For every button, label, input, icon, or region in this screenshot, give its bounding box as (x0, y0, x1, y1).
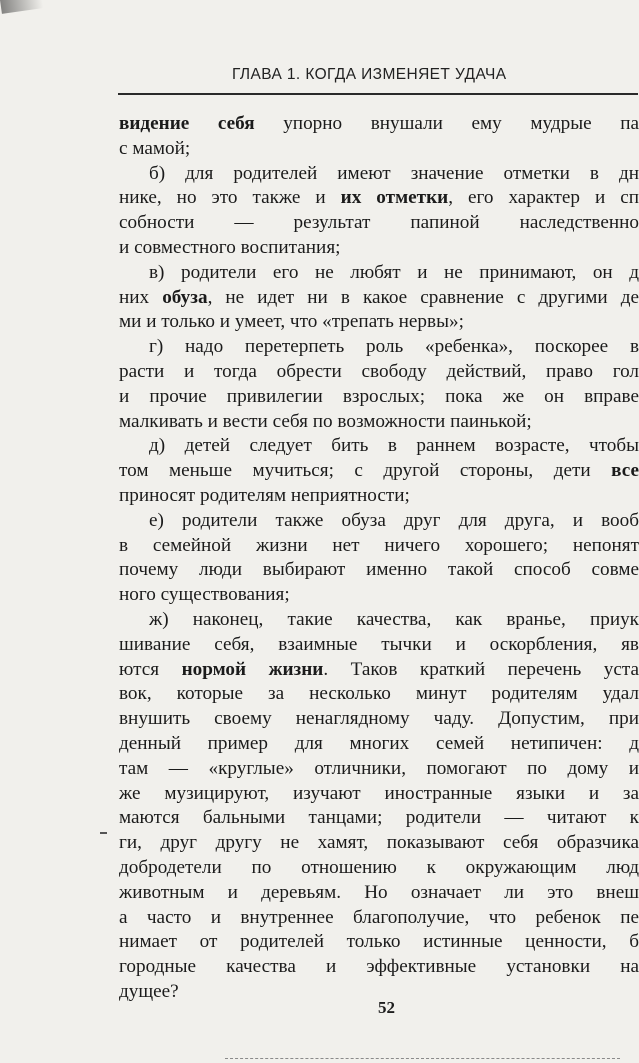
text-segment: денный пример для многих семей нетипичен: д (119, 732, 639, 754)
text-line (119, 633, 639, 658)
page-bottom-edge (225, 1058, 620, 1059)
text-line (119, 211, 639, 236)
text-line (119, 410, 639, 435)
text-segment: ги, друг другу не хамят, показывают себя образчика (119, 832, 639, 854)
text-segment: почему люди выбирают именно такой способ совме (119, 559, 639, 581)
text-segment: там — «круглые» отличники, помогают по дому и (119, 757, 639, 779)
page-number: 52 (378, 998, 395, 1017)
text-line (119, 856, 639, 881)
text-line (119, 360, 639, 385)
text-segment: ного существования; (119, 584, 290, 606)
text-segment: в) родители его не любят и не принимают, он д (149, 261, 639, 283)
text-line (119, 583, 639, 608)
text-line (119, 137, 639, 162)
text-line (119, 310, 639, 335)
text-line (119, 434, 639, 459)
text-segment: б) для родителей имеют значение отметки в дн (149, 162, 639, 184)
running-head: ГЛАВА 1. КОГДА ИЗМЕНЯЕТ УДАЧА (232, 66, 507, 83)
text-segment: добродетели по отношению к окружающим люд (119, 856, 639, 878)
text-segment: городные качества и эффективные установки на (119, 956, 639, 978)
text-line (119, 782, 639, 807)
text-line (119, 930, 639, 955)
text-segment: и прочие привилегии взрослых; пока же он вправе (119, 385, 639, 407)
text-segment: и совместного воспитания; (119, 236, 341, 258)
text-line (119, 608, 639, 633)
text-line (119, 484, 639, 509)
text-line (119, 385, 639, 410)
text-line (119, 459, 639, 484)
scan-smudge (0, 0, 44, 14)
text-segment: ются (119, 658, 182, 680)
bold-phrase: все (611, 460, 639, 482)
text-line (119, 806, 639, 831)
text-segment: а часто и внутреннее благополучие, что ребенок пе (119, 906, 639, 928)
text-segment: дущее? (119, 980, 179, 1002)
bold-phrase: их отметки (340, 187, 449, 209)
text-line (119, 881, 639, 906)
text-segment: них (119, 286, 163, 308)
text-segment: животным и деревьям. Но означает ли это внеш (119, 881, 639, 903)
text-line (119, 906, 639, 931)
text-segment: , не идет ни в какое сравнение с другими де (207, 286, 639, 308)
stray-mark (100, 832, 107, 834)
text-line (119, 236, 639, 261)
header-rule (118, 93, 638, 95)
text-segment: г) надо перетерпеть роль «ребенка», поскорее в (149, 336, 639, 358)
text-segment: собности — результат папиной наследственно (119, 212, 639, 234)
text-line (119, 955, 639, 980)
text-segment: же музицируют, изучают иностранные языки и за (119, 782, 639, 804)
bold-phrase: обуза (162, 286, 208, 308)
bold-phrase: видение себя (119, 113, 255, 134)
text-line (119, 261, 639, 286)
text-segment: маются бальными танцами; родители — читают к (119, 807, 639, 829)
text-segment: упорно внушали ему мудрые па (254, 113, 639, 134)
text-segment: нимает от родителей только истинные ценности, б (119, 931, 639, 953)
text-line (119, 732, 639, 757)
text-line (119, 112, 639, 137)
text-segment: с мамой; (119, 137, 191, 159)
text-segment: внушить своему ненаглядному чаду. Допустим, при (119, 708, 639, 730)
body-text (119, 112, 639, 1005)
text-line (119, 186, 639, 211)
bold-phrase: нормой жизни (181, 658, 324, 680)
text-segment: е) родители также обуза друг для друга, и вооб (149, 509, 639, 531)
text-segment: том меньше мучиться; с другой стороны, дети (119, 460, 612, 482)
text-line (119, 558, 639, 583)
text-segment: д) детей следует бить в раннем возрасте, чтобы (149, 435, 639, 457)
text-segment: малкивать и вести себя по возможности паинькой; (119, 410, 532, 432)
text-segment: ми и только и умеет, что «трепать нервы»; (119, 311, 464, 333)
text-line (119, 707, 639, 732)
text-segment: , его характер и сп (448, 187, 639, 209)
text-line (119, 534, 639, 559)
text-line (119, 286, 639, 311)
text-segment: шивание себя, взаимные тычки и оскорбления, яв (119, 633, 639, 655)
text-segment: приносят родителям неприятности; (119, 484, 410, 506)
text-segment: в семейной жизни нет ничего хорошего; непонят (119, 534, 639, 556)
text-line (119, 831, 639, 856)
text-line (119, 682, 639, 707)
text-segment: ж) наконец, такие качества, как вранье, приук (149, 608, 639, 630)
text-segment: расти и тогда обрести свободу действий, право гол (119, 360, 639, 382)
text-line (119, 162, 639, 187)
text-segment: вок, которые за несколько минут родителям удал (119, 683, 639, 705)
text-line (119, 335, 639, 360)
text-line (119, 757, 639, 782)
text-segment: нике, но это также и (119, 187, 341, 209)
text-line (119, 509, 639, 534)
text-segment: . Таков краткий перечень уста (323, 658, 639, 680)
text-line (119, 658, 639, 683)
